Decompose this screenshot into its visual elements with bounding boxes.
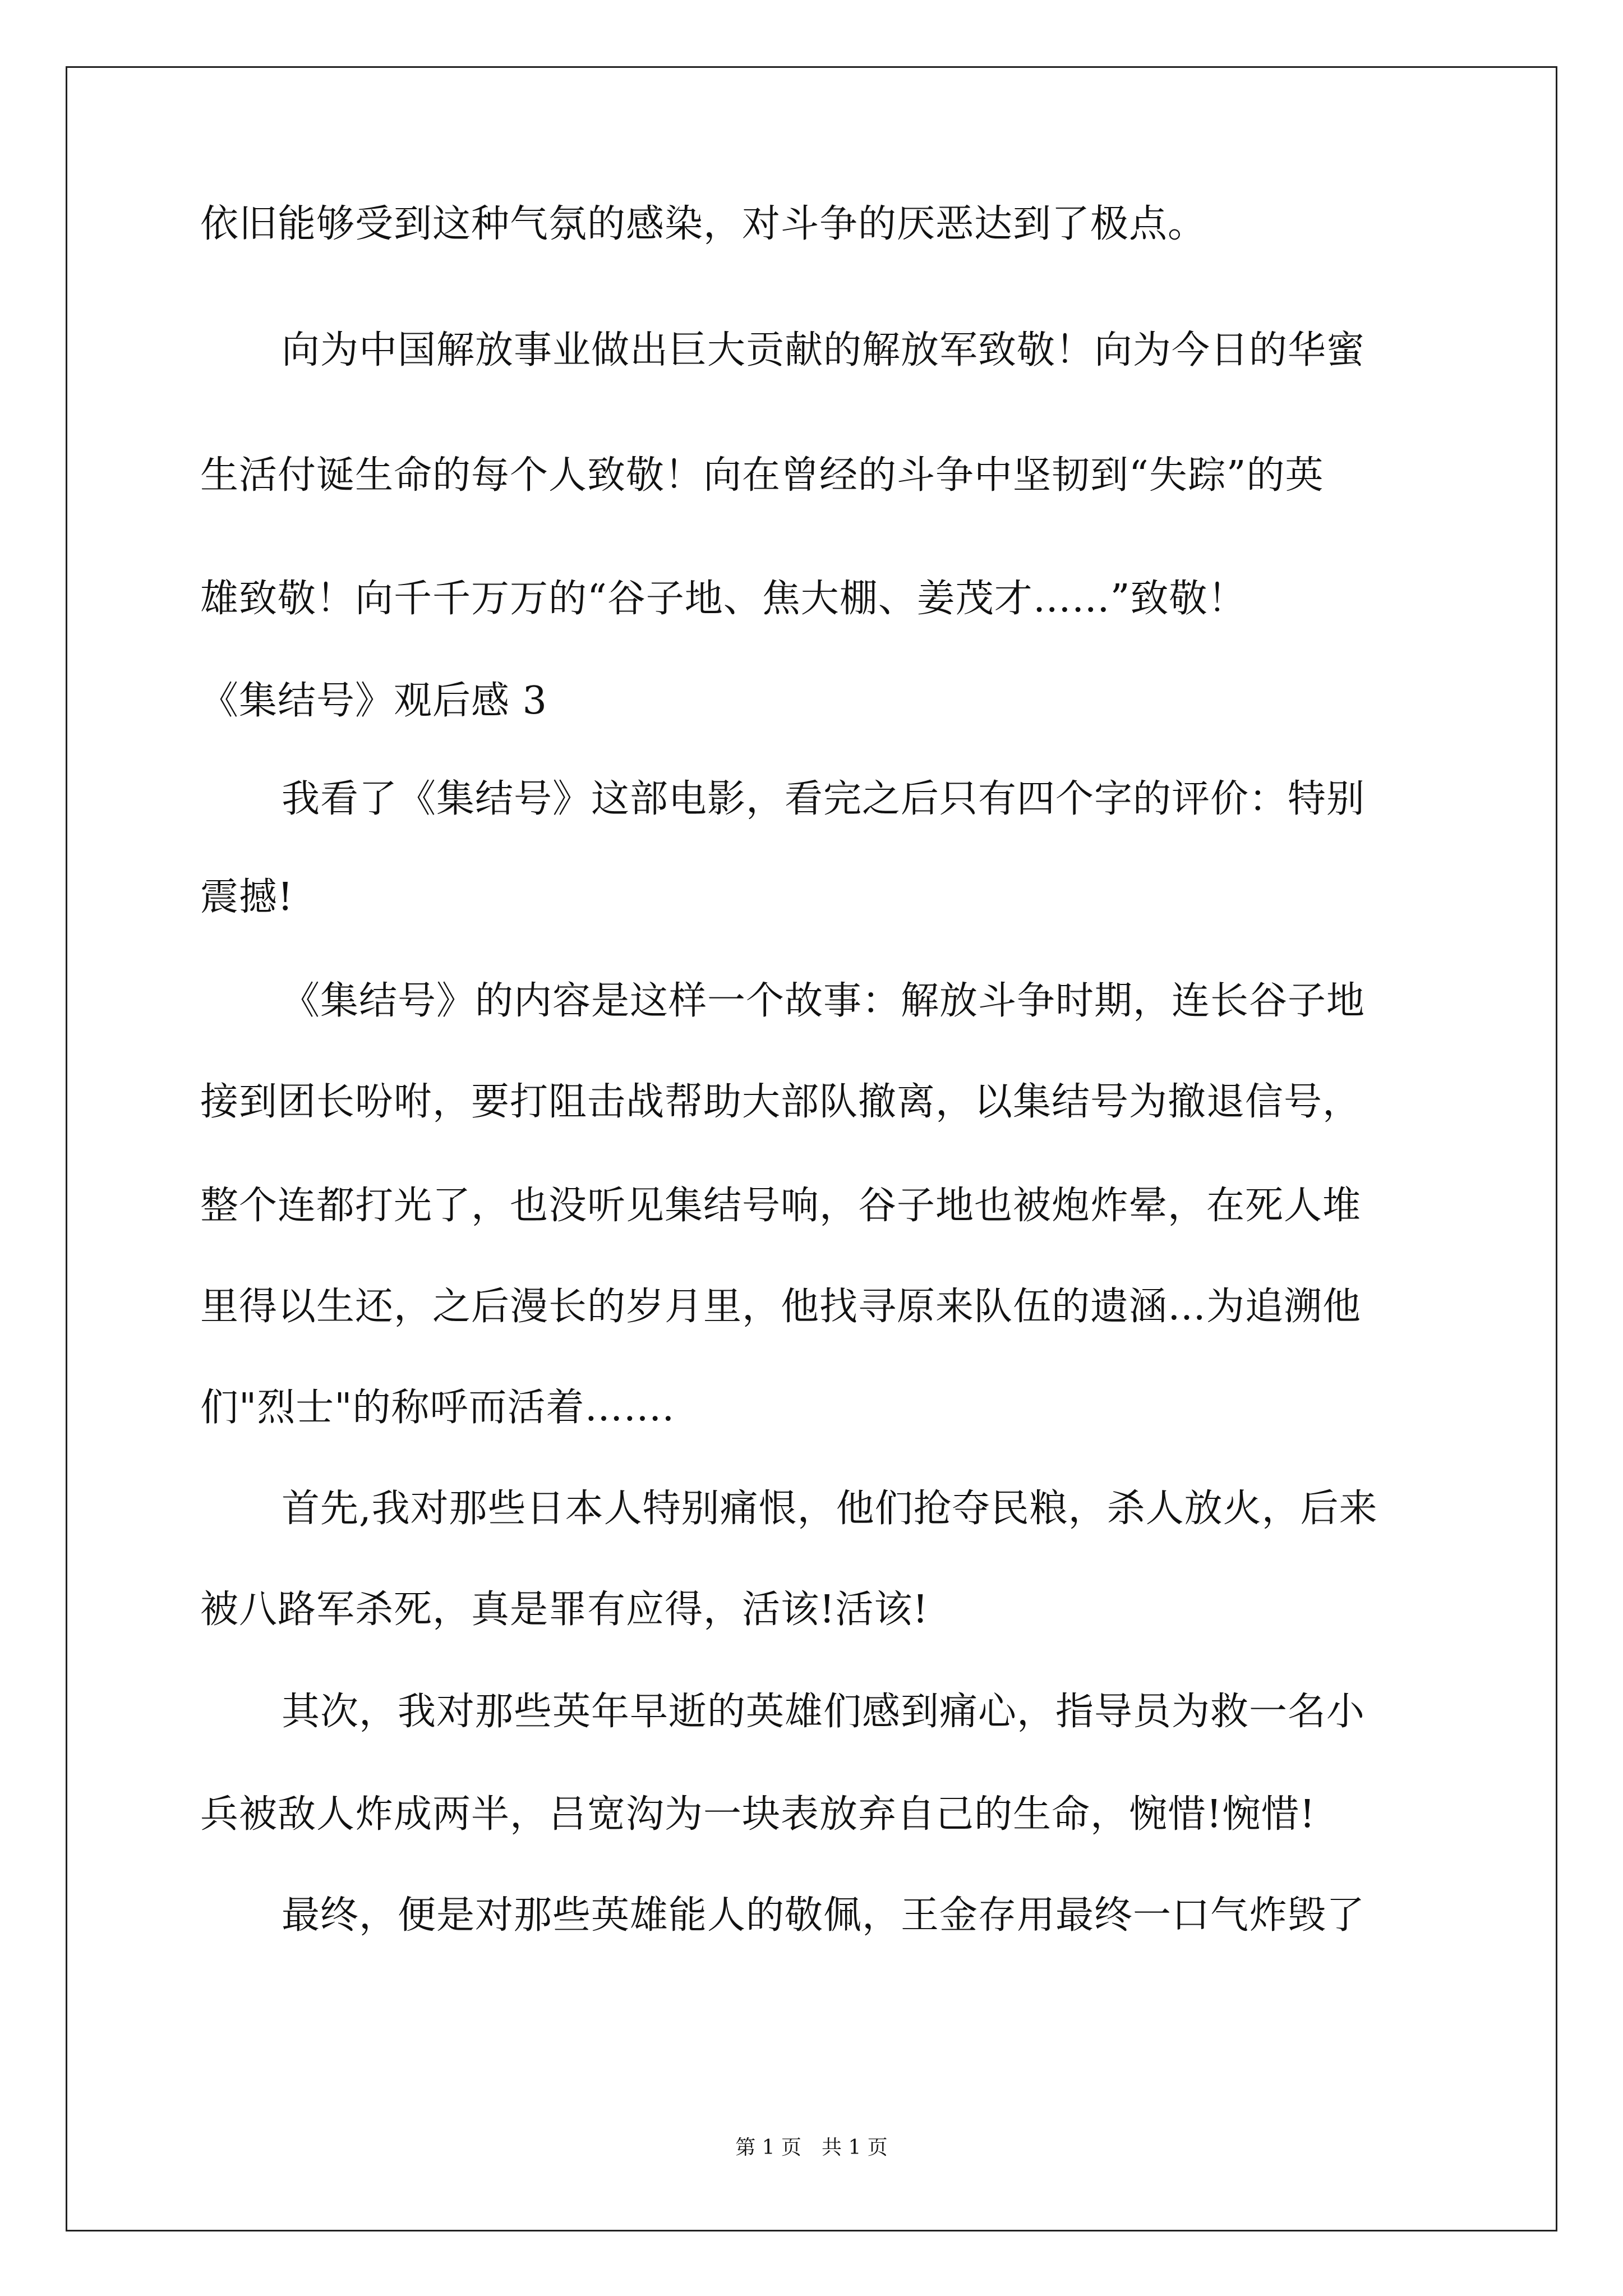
text-line: 被八路军杀死，真是罪有应得，活该!活该! (200, 1588, 929, 1632)
paragraph-start-line: 向为中国解放事业做出巨大贡献的解放军致敬！向为今日的华蜜 (282, 328, 1366, 372)
paragraph-start-line: 《集结号》的内容是这样一个故事：解放斗争时期，连长谷子地 (282, 979, 1366, 1023)
text-line: 震撼! (200, 875, 294, 919)
text-line: 兵被敌人炸成两半，吕宽沟为一块表放弃自己的生命，惋惜!惋惜! (200, 1792, 1316, 1837)
text-line: 整个连都打光了，也没听见集结号响，谷子地也被炮炸晕，在死人堆 (200, 1184, 1362, 1228)
text-line: 雄致敬！向千千万万的“谷子地、焦大棚、姜茂才……”致敬！ (200, 577, 1247, 621)
text-line: 里得以生还，之后漫长的岁月里，他找寻原来队伍的遗涵…为追溯他 (200, 1285, 1362, 1329)
paragraph-start-line: 首先,我对那些日本人特别痛恨，他们抢夺民粮，杀人放火，后来 (282, 1487, 1378, 1531)
paragraph-start-line: 其次，我对那些英年早逝的英雄们感到痛心，指导员为救一名小 (282, 1690, 1366, 1734)
text-line: 生活付诞生命的每个人致敬！向在曾经的斗争中坚韧到“失踪”的英 (200, 453, 1324, 498)
page-footer: 第 1 页 共 1 页 (735, 2136, 888, 2159)
text-line: 们"烈士"的称呼而活着……. (200, 1386, 675, 1430)
text-line: 依旧能够受到这种气氛的感染，对斗争的厌恶达到了极点。 (200, 202, 1207, 246)
text-line: 接到团长吩咐，要打阻击战帮助大部队撤离，以集结号为撤退信号， (200, 1080, 1362, 1124)
section-heading: 《集结号》观后感 3 (200, 679, 547, 723)
paragraph-start-line: 我看了《集结号》这部电影，看完之后只有四个字的评价：特别 (282, 777, 1366, 821)
paragraph-start-line: 最终，便是对那些英雄能人的敬佩，王金存用最终一口气炸毁了 (282, 1893, 1366, 1938)
